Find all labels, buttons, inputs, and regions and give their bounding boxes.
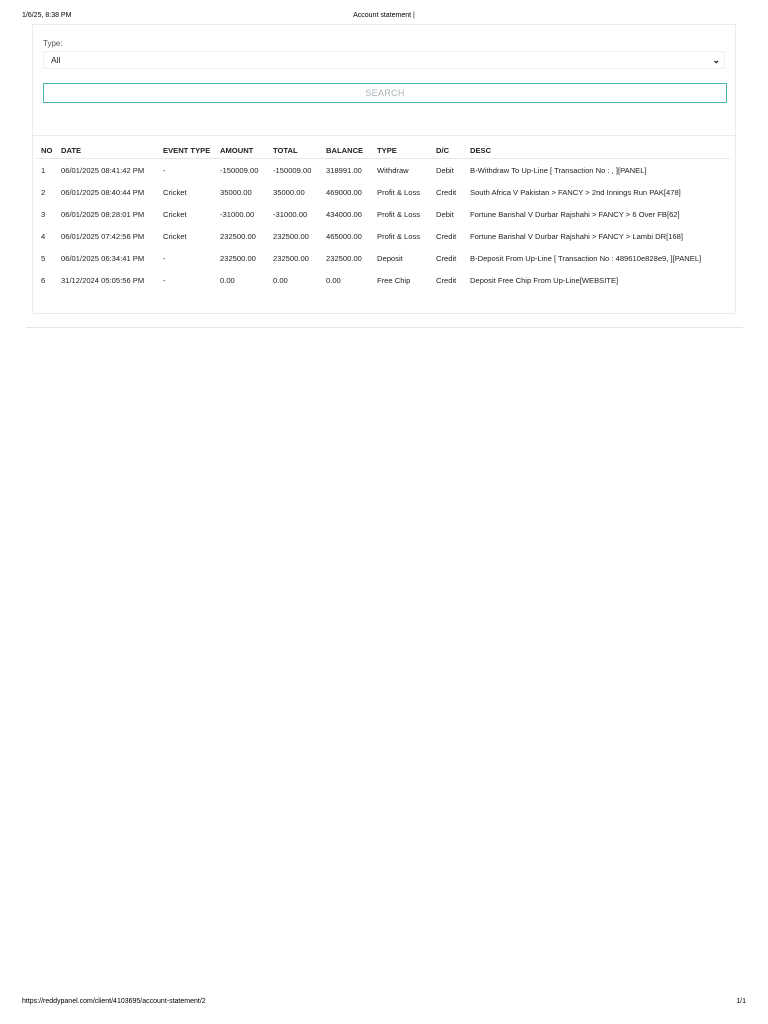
cell-amount: 35000.00 bbox=[220, 187, 252, 197]
cell-balance: 318991.00 bbox=[326, 165, 362, 175]
cell-total: 232500.00 bbox=[273, 231, 309, 241]
col-header-date: DATE bbox=[61, 145, 82, 155]
cell-desc: Deposit Free Chip From Up-Line[WEBSITE] bbox=[470, 275, 619, 285]
print-page-number: 1/1 bbox=[736, 998, 746, 1005]
cell-dc: Credit bbox=[436, 231, 457, 241]
page-divider bbox=[26, 327, 743, 328]
cell-balance: 465000.00 bbox=[326, 231, 362, 241]
cell-desc: Fortune Barishal V Durbar Rajshahi > FANCY > 6 Over FB[62] bbox=[470, 209, 680, 219]
cell-balance: 469000.00 bbox=[326, 187, 362, 197]
print-timestamp: 1/6/25, 8:38 PM bbox=[22, 12, 72, 19]
cell-total: -31000.00 bbox=[273, 209, 308, 219]
table-header-row bbox=[37, 142, 730, 159]
type-select-value: All bbox=[51, 55, 61, 65]
cell-event-type: - bbox=[163, 275, 166, 285]
cell-dc: Credit bbox=[436, 253, 457, 263]
table-row bbox=[37, 159, 730, 182]
type-select[interactable] bbox=[43, 51, 725, 69]
table-row bbox=[37, 181, 730, 203]
chevron-down-icon: ⌄ bbox=[712, 55, 720, 65]
cell-total: 0.00 bbox=[273, 275, 288, 285]
print-header bbox=[22, 12, 746, 24]
cell-amount: -150009.00 bbox=[220, 165, 259, 175]
cell-amount: 232500.00 bbox=[220, 231, 256, 241]
col-header-total: TOTAL bbox=[273, 145, 298, 155]
cell-dc: Credit bbox=[436, 187, 457, 197]
cell-event-type: - bbox=[163, 165, 166, 175]
col-header-balance: BALANCE bbox=[326, 145, 364, 155]
cell-no: 5 bbox=[41, 253, 46, 263]
cell-date: 06/01/2025 06:34:41 PM bbox=[61, 253, 145, 263]
cell-amount: 232500.00 bbox=[220, 253, 256, 263]
cell-desc: B-Deposit From Up-Line [ Transaction No : 489610e828e9, ][PANEL] bbox=[470, 253, 702, 263]
table-row bbox=[37, 247, 730, 269]
cell-desc: Fortune Barishal V Durbar Rajshahi > FANCY > Lambi DR[168] bbox=[470, 231, 684, 241]
col-header-no: NO bbox=[41, 145, 53, 155]
cell-event-type: Cricket bbox=[163, 209, 187, 219]
cell-dc: Credit bbox=[436, 275, 457, 285]
col-header-event-type: EVENT TYPE bbox=[163, 145, 211, 155]
cell-date: 06/01/2025 07:42:56 PM bbox=[61, 231, 145, 241]
cell-event-type: Cricket bbox=[163, 231, 187, 241]
cell-amount: -31000.00 bbox=[220, 209, 255, 219]
cell-date: 06/01/2025 08:28:01 PM bbox=[61, 209, 145, 219]
table-row bbox=[37, 225, 730, 247]
statement-table-card bbox=[32, 136, 736, 314]
print-footer bbox=[22, 998, 746, 1010]
cell-no: 1 bbox=[41, 165, 46, 175]
cell-no: 3 bbox=[41, 209, 46, 219]
cell-amount: 0.00 bbox=[220, 275, 235, 285]
cell-no: 4 bbox=[41, 231, 46, 241]
cell-type: Free Chip bbox=[377, 275, 411, 285]
table-row bbox=[37, 269, 730, 291]
search-button[interactable]: SEARCH bbox=[43, 83, 727, 103]
cell-desc: South Africa V Pakistan > FANCY > 2nd Innings Run PAK[478] bbox=[470, 187, 681, 197]
print-url: https://reddypanel.com/client/4103695/account-statement/2 bbox=[22, 998, 206, 1005]
cell-date: 06/01/2025 08:41:42 PM bbox=[61, 165, 145, 175]
print-title: Account statement | bbox=[353, 12, 415, 19]
cell-type: Profit & Loss bbox=[377, 187, 421, 197]
statement-table bbox=[37, 142, 730, 291]
cell-date: 06/01/2025 08:40:44 PM bbox=[61, 187, 145, 197]
col-header-type: TYPE bbox=[377, 145, 397, 155]
cell-no: 2 bbox=[41, 187, 46, 197]
cell-total: 232500.00 bbox=[273, 253, 309, 263]
cell-no: 6 bbox=[41, 275, 46, 285]
col-header-desc: DESC bbox=[470, 145, 492, 155]
cell-date: 31/12/2024 05:05:56 PM bbox=[61, 275, 145, 285]
cell-event-type: - bbox=[163, 253, 166, 263]
col-header-dc: D/C bbox=[436, 145, 450, 155]
table-row bbox=[37, 203, 730, 225]
cell-type: Profit & Loss bbox=[377, 231, 421, 241]
cell-balance: 434000.00 bbox=[326, 209, 362, 219]
cell-balance: 232500.00 bbox=[326, 253, 362, 263]
cell-desc: B-Withdraw To Up-Line [ Transaction No : , ][PANEL] bbox=[470, 165, 647, 175]
filter-card bbox=[32, 24, 736, 136]
cell-dc: Debit bbox=[436, 165, 454, 175]
cell-balance: 0.00 bbox=[326, 275, 341, 285]
cell-total: -150009.00 bbox=[273, 165, 312, 175]
cell-dc: Debit bbox=[436, 209, 454, 219]
cell-type: Withdraw bbox=[377, 165, 409, 175]
type-label: Type: bbox=[43, 39, 63, 48]
cell-event-type: Cricket bbox=[163, 187, 187, 197]
cell-type: Profit & Loss bbox=[377, 209, 421, 219]
cell-total: 35000.00 bbox=[273, 187, 305, 197]
cell-type: Deposit bbox=[377, 253, 403, 263]
col-header-amount: AMOUNT bbox=[220, 145, 254, 155]
